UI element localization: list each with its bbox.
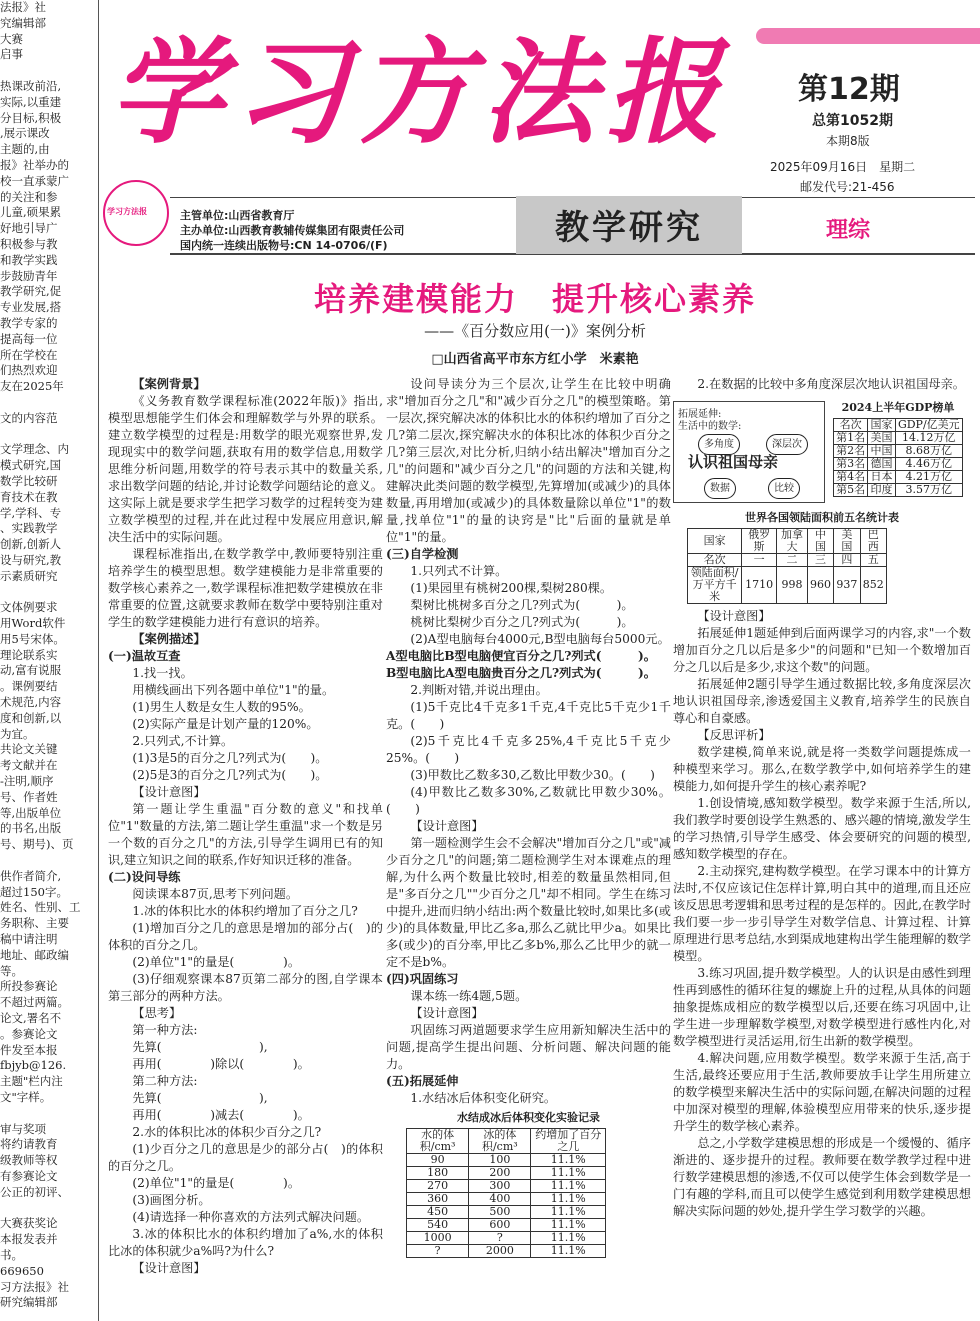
strip-line: 术规范,内容	[0, 695, 62, 710]
table-cell: 540	[407, 1219, 469, 1232]
paragraph: 【设计意图】	[132, 785, 206, 799]
paragraph: 2.只列式,不计算。	[132, 734, 234, 748]
paragraph: 1.只列式不计算。	[410, 564, 508, 578]
strip-line: 件发至本报	[0, 1042, 58, 1057]
strip-line	[0, 584, 98, 600]
strip-line: 将约请教育	[0, 1137, 58, 1152]
table-cell: 360	[407, 1193, 469, 1206]
table-cell: ?	[407, 1245, 469, 1258]
table-cell: 11.1%	[531, 1219, 606, 1232]
table-cell: 德国	[868, 458, 895, 471]
strip-line: 号、期号)、页	[0, 837, 74, 852]
strip-line: 论文,署名不	[0, 1011, 62, 1025]
article-headline: 培养建模能力 提升核心素养	[313, 280, 756, 318]
diagram-bubble: 多角度	[698, 434, 740, 455]
issue-number: 第12期	[798, 72, 900, 107]
table-cell: 600	[469, 1219, 531, 1232]
paragraph: 《义务教育数学课程标准(2022年版)》指出,模型思想能学生们体会和理解数学与外界的联系。建立数学模型的过程是:用数学的眼光观察世界,发现现实中的数学问题,获取有用的数学信息,用数学思维分析问题,用数学的符号表示其中的数量关系,求出数学问题的结论,并讨论数学问题结论的意义。这实际上就是要求学生把学习数学的过程转变为建立数学模型的过程,并在此过程中发展应用意识,解决生活中的实际问题。	[108, 394, 383, 544]
table-row	[407, 1245, 606, 1258]
table-cell: 11.1%	[531, 1154, 606, 1167]
table-row	[688, 554, 887, 567]
table-row	[834, 471, 963, 484]
strip-line: 用Word软件	[0, 616, 66, 631]
table-cell: 90	[407, 1154, 469, 1167]
table-cell: 200	[469, 1167, 531, 1180]
table-cell: 4.46万亿	[895, 458, 962, 471]
table-cell: 俄罗斯	[742, 529, 777, 554]
strip-line: 步鼓励青年	[0, 268, 58, 283]
strip-line: 主题"栏内注	[0, 1074, 63, 1089]
strip-line	[0, 427, 98, 443]
article-column-3	[673, 376, 971, 1220]
table-cell: 852	[860, 567, 886, 604]
page-count: 本期8版	[826, 134, 870, 148]
area-table-caption: 世界各国领陆面积前五名统计表	[745, 511, 899, 524]
paragraph: 1.冰的体积比水的体积约增加了百分之几?	[132, 904, 358, 918]
table-cell: 国家	[688, 529, 742, 554]
paragraph: (1)3是5的百分之几?列式为( )。	[132, 751, 328, 765]
strip-line: 创新,创新人	[0, 537, 62, 552]
table-cell: 1000	[407, 1232, 469, 1245]
strip-line: 669650	[0, 1263, 44, 1278]
strip-line: 所投参赛论	[0, 979, 58, 994]
strip-line	[0, 63, 98, 79]
paragraph: (四)巩固练习	[386, 972, 459, 986]
table-row	[407, 1219, 606, 1232]
diagram-center: 认识祖国母亲	[688, 453, 779, 471]
strip-line: 文的内容范	[0, 410, 58, 425]
paragraph: (2)A型电脑每台4000元,B型电脑每台5000元。	[410, 632, 670, 646]
strip-line: 公正的初评、	[0, 1184, 69, 1199]
table-cell: 中国	[868, 445, 895, 458]
table-cell: 450	[407, 1206, 469, 1219]
paragraph: 数学建模,简单来说,就是将一类数学问题提炼成一种模型来学习。那么,在数学教学中,如何培养学生的建模能力,如何提升学生的核心素养呢?	[673, 745, 971, 793]
article-column-1	[108, 376, 383, 1277]
paragraph: 桃树比梨树少百分之几?列式为( )。	[410, 615, 634, 629]
motherland-diagram	[673, 401, 825, 503]
paragraph: 课本练一练4题,5题。	[410, 989, 528, 1003]
paragraph: (2)单位"1"的量是( )。	[132, 955, 301, 969]
table-header: GDP/亿美元	[895, 419, 962, 432]
strip-line: 地址、邮政编	[0, 947, 69, 962]
paragraph: 第一题检测学生会不会解决"增加百分之几"或"减少百分之几"的问题;第二题检测学生对本课难点的理解,为什么两个数量比较时,相差的数量虽然相同,但是"多百分之几""少百分之几"却不相同。学生在练习中提升,进而归纳小结出:两个数量比较时,如果比多(或少)的具体数量,甲比乙多a,那么乙就比甲少a。如果比多(或少)的百分率,甲比乙多b%,那么乙比甲少的就一定不是b%。	[386, 836, 671, 969]
table-row	[407, 1232, 606, 1245]
strip-line: 务职称、主要	[0, 916, 69, 931]
paragraph: 第一种方法:	[132, 1023, 198, 1037]
table-cell: 美国	[868, 432, 895, 445]
paragraph: 课程标准指出,在数学教学中,教师要特别注重培养学生的模型思想。数学建模能力是非常重要的数学核心素养之一,数学课程标准把数学建模放在非常重要的位置,这就要求教师在数学中要特别注重对学生的数学建模能力进行有意识的培养。	[108, 547, 383, 629]
table-cell: 11.1%	[531, 1193, 606, 1206]
table-cell: 第1名	[834, 432, 868, 445]
strip-line: 好地引导广	[0, 221, 58, 236]
diagram-label: 拓展延伸:	[678, 409, 722, 420]
strip-line: fbjyb@126.	[0, 1058, 67, 1073]
table-cell: 300	[469, 1180, 531, 1193]
paragraph: 再用( )除以( )。	[132, 1057, 310, 1071]
strip-line: 文"字样。	[0, 1089, 52, 1104]
strip-line: 等。	[0, 963, 23, 978]
strip-line: 的书名,出版	[0, 821, 62, 836]
paragraph: (二)设问导练	[108, 870, 181, 884]
paragraph: 【思考】	[132, 1006, 182, 1020]
paragraph: (五)拓展延伸	[386, 1074, 459, 1088]
paragraph: (1)果园里有桃树200棵,梨树280棵。	[410, 581, 613, 595]
strip-line: 习方法报》社	[0, 1279, 69, 1294]
total-issue: 总第1052期	[812, 113, 893, 129]
table-cell: 8.68万亿	[895, 445, 962, 458]
strip-line: 的关注和参	[0, 189, 58, 204]
strip-line: 动,富有说服	[0, 663, 62, 678]
strip-line: 号、作者姓	[0, 789, 58, 804]
strip-line: 和教学实践	[0, 252, 58, 267]
table-cell: 第4名	[834, 471, 868, 484]
paragraph: 【设计意图】	[697, 609, 771, 623]
strip-line: 模式研究,国	[0, 458, 62, 473]
paragraph: (4)请选择一种你喜欢的方法列式解决问题。	[132, 1210, 370, 1224]
table-header: 水的体积/cm³	[407, 1129, 469, 1154]
strip-line: 大赛	[0, 31, 23, 46]
strip-line: 为宜。	[0, 726, 35, 741]
paragraph: (2)单位"1"的量是( )。	[132, 1176, 301, 1190]
paragraph: 第一题让学生重温"百分数的意义"和找单位"1"数量的方法,第二题让学生重温"求一个数是另一个数的百分之几"的方法,引导学生调用已有的知识,建立知识之间的联系,作好知识迁移的准备。	[108, 802, 383, 867]
newspaper-title: 学习方法报	[110, 26, 731, 159]
table-header: 约增加了百分之几	[531, 1129, 606, 1154]
paragraph: 1.找一找。	[132, 666, 193, 680]
gdp-table-caption: 2024上半年GDP榜单	[841, 401, 955, 414]
paragraph: (3)仔细观察课本87页第二部分的图,自学课本第三部分的两种方法。	[108, 972, 383, 1003]
strip-line: 、实践教学	[0, 521, 58, 536]
table-header: 名次	[834, 419, 868, 432]
column-3-text	[673, 608, 971, 1220]
table-cell: 11.1%	[531, 1232, 606, 1245]
strip-line: 有参赛论文	[0, 1168, 58, 1183]
table-row	[407, 1180, 606, 1193]
paragraph: (1)5千克比4千克多1千克,4千克比5千克少1千克。( )	[386, 700, 671, 731]
paragraph: (1)增加百分之几的意思是增加的部分占( )的体积的百分之几。	[108, 921, 383, 952]
table-row	[407, 1154, 606, 1167]
strip-line: -注明,顺序	[0, 774, 54, 789]
paragraph: A型电脑比B型电脑便宜百分之几?列式( )。	[386, 649, 656, 663]
strip-line: 教学研究,促	[0, 284, 62, 299]
strip-line: 超过150字。	[0, 884, 68, 899]
table-cell: 3.57万亿	[895, 484, 962, 497]
ice-volume-table	[406, 1128, 606, 1258]
table-cell: 11.1%	[531, 1180, 606, 1193]
strip-line: 报》社举办的	[0, 157, 69, 172]
strip-line: 稿中请注明	[0, 932, 58, 947]
diagram-bubble: 比较	[768, 478, 800, 499]
cn-number: 国内统一连续出版物号:CN 14-0706/(F)	[180, 239, 388, 252]
table-cell: 五	[860, 554, 886, 567]
left-strip-adjacent-article	[0, 0, 99, 1321]
subject-label: 理综	[826, 218, 871, 243]
table-cell: 第5名	[834, 484, 868, 497]
table-row	[834, 458, 963, 471]
postal-code: 邮发代号:21-456	[800, 180, 895, 194]
paragraph: 【反思评析】	[697, 728, 771, 742]
strip-line: ,展示课改	[0, 126, 50, 141]
strip-line: 数学比较研	[0, 473, 58, 488]
paragraph: 第二种方法:	[132, 1074, 198, 1088]
paragraph: (三)自学检测	[386, 547, 459, 561]
strip-line: 。参赛论文	[0, 1026, 58, 1041]
strip-line	[0, 395, 98, 411]
table-row	[688, 529, 887, 554]
strip-line: 法报》社	[0, 0, 46, 14]
strip-line: 供作者简介,	[0, 868, 62, 883]
table-row	[407, 1206, 606, 1219]
paragraph: 阅读课本87页,思考下列问题。	[132, 887, 299, 901]
table-cell: 中国	[807, 529, 833, 554]
paragraph: 总之,小学数学建模思想的形成是一个缓慢的、循序渐进的、逐步提升的过程。教师要在数学教学过程中进行数学建模思想的渗透,不仅可以使学生体会到数学是一门有趣的学科,而且可以使学生感觉到利用数学建模思想解决实际问题的妙处,提升学生学习数学的兴趣。	[673, 1136, 971, 1218]
strip-line: 主题的,由	[0, 142, 50, 157]
strip-line: 设与研究,教	[0, 552, 62, 567]
table-cell: 937	[834, 567, 860, 604]
paragraph: (2)5是3的百分之几?列式为( )。	[132, 768, 328, 782]
table-cell: 巴西	[860, 529, 886, 554]
strip-line: 友在2025年	[0, 379, 64, 394]
table-cell: 14.12万亿	[895, 432, 962, 445]
logo-text: 学习方法报	[107, 207, 147, 216]
table-cell: 4.21万亿	[895, 471, 962, 484]
table-cell: 日本	[868, 471, 895, 484]
paragraph: 再用( )减去( )。	[132, 1108, 310, 1122]
table-cell: 第3名	[834, 458, 868, 471]
table-row	[834, 484, 963, 497]
table-cell: 一	[742, 554, 777, 567]
strip-line: 书。	[0, 1247, 23, 1262]
table-cell: 11.1%	[531, 1206, 606, 1219]
strip-line: 本报发表并	[0, 1232, 58, 1247]
strip-line: 教学专家的	[0, 315, 58, 330]
paragraph: 2.主动探究,建构数学模型。在学习课本中的计算方法时,不仅应该记住怎样计算,明白其中的道理,而且还应该反思思考逻辑和思考过程的是怎样的。因此,在教学时我们要一步一步引导学生对数学信息、计算过程、计算原理进行思考总结,水到渠成地建构出学生能理解的数学模型。	[673, 864, 971, 963]
table-cell: 500	[469, 1206, 531, 1219]
table-cell: 960	[807, 567, 833, 604]
strip-line: 。课例要结	[0, 679, 58, 694]
paragraph: 拓展延伸1题延伸到后面两课学习的内容,求"一个数增加百分之几以后是多少"的问题和"已知一个数增加百分之几以后是多少,求这个数"的问题。	[673, 626, 971, 674]
column-2-text	[386, 376, 671, 1107]
strip-line: 们热烈欢迎	[0, 363, 58, 378]
paragraph: 2.判断对错,并说出理由。	[410, 683, 548, 697]
paragraph: 2.水的体积比冰的体积少百分之几?	[132, 1125, 322, 1139]
strip-line: 育技术在教	[0, 489, 58, 504]
strip-line: 审与奖项	[0, 1121, 46, 1136]
table-row	[834, 432, 963, 445]
section-heading: 【案例背景】	[132, 377, 206, 391]
article-column-2	[386, 376, 671, 1258]
table-cell: 领陆面积/万平方千米	[688, 567, 742, 604]
paragraph: (一)温故互查	[108, 649, 181, 663]
strip-line: 实际,以重建	[0, 94, 62, 109]
strip-line: 热课改前沿,	[0, 78, 62, 93]
paragraph: (1)男生人数是女生人数的95%。	[132, 700, 311, 714]
strip-line: 专业发展,搭	[0, 300, 62, 315]
table-cell: 第2名	[834, 445, 868, 458]
land-area-table	[687, 528, 887, 604]
paragraph: 【设计意图】	[132, 1261, 206, 1275]
paragraph: 4.解决问题,应用数学模型。数学来源于生活,高于生活,最终还要应用于生活,教师要放手让学生用所建立的数学模型来解决生活中的实际问题,在解决问题的过程中加深对模型的理解,体验模型应用带来的快乐,逐步提升学生的数学核心素养。	[673, 1051, 971, 1133]
section-heading: 【案例描述】	[132, 632, 206, 646]
paragraph: 先算( ),	[132, 1091, 268, 1105]
paragraph: (3)甲数比乙数多30,乙数比甲数少30。( )	[410, 768, 655, 782]
table-cell: 名次	[688, 554, 742, 567]
table-row	[834, 445, 963, 458]
paragraph: 拓展延伸2题引导学生通过数据比较,多角度深层次地认识祖国母亲,渗透爱国主义教育,培养学生的民族自尊心和自豪感。	[673, 677, 971, 725]
paragraph: 1.水结冰后体积变化研究。	[410, 1091, 557, 1105]
supervisor: 主管单位:山西省教育厅	[180, 209, 295, 222]
table-cell: 二	[777, 554, 808, 567]
paragraph: 先算( ),	[132, 1040, 268, 1054]
table-cell: ?	[469, 1232, 531, 1245]
strip-line: 理论联系实	[0, 647, 58, 662]
section-title: 教学研究	[555, 208, 703, 248]
table-row	[688, 567, 887, 604]
table-header: 国家	[868, 419, 895, 432]
table-cell: 2000	[469, 1245, 531, 1258]
article-subtitle: ——《百分数应用(一)》案例分析	[424, 322, 646, 340]
strip-line: 等,出版单位	[0, 805, 62, 820]
table-cell: 1710	[742, 567, 777, 604]
paragraph: 梨树比桃树多百分之几?列式为( )。	[410, 598, 634, 612]
paragraph: 【设计意图】	[410, 819, 484, 833]
strip-line: 校一直承蒙广	[0, 173, 69, 188]
paragraph: 用横线画出下列各题中单位"1"的量。	[132, 683, 335, 697]
strip-line: 文体例要求	[0, 600, 58, 615]
table-row	[407, 1193, 606, 1206]
publisher: 主办单位:山西教育教辅传媒集团有限责任公司	[180, 224, 405, 237]
strip-line: 究编辑部	[0, 15, 46, 30]
strip-line	[0, 1201, 98, 1217]
strip-line: 分目标,积极	[0, 110, 62, 125]
table-cell: 998	[777, 567, 808, 604]
paragraph: 巩固练习两道题要求学生应用新知解决生活中的问题,提高学生提出问题、分析问题、解决问题的能力。	[386, 1023, 671, 1071]
strip-line: 共论文关键	[0, 742, 58, 757]
paragraph: 3.冰的体积比水的体积约增加了a%,水的体积比冰的体积就少a%吗?为什么?	[108, 1227, 383, 1258]
table-cell: 11.1%	[531, 1167, 606, 1180]
gdp-table	[833, 418, 963, 497]
table-header: 冰的体积/cm³	[469, 1129, 531, 1154]
paragraph: 1.创设情境,感知数学模型。数学来源于生活,所以,我们教学时要创设学生熟悉的、感兴趣的情境,激发学生的学习热情,引导学生感受、体会要研究的问题的模型,感知数学模型的存在。	[673, 796, 971, 861]
paragraph: 3.练习巩固,提升数学模型。人的认识是由感性到理性再到感性的循环往复的螺旋上升的过程,从具体的问题抽象提炼成相应的数学模型以后,还要在练习巩固中,让学生进一步理解数学模型,对数学模型进行感性内化,对数学模型进行灵活运用,衍生出新的数学模型。	[673, 966, 971, 1048]
strip-line: 用5号宋体。	[0, 631, 65, 646]
table-cell: 400	[469, 1193, 531, 1206]
table-cell: 270	[407, 1180, 469, 1193]
strip-line: 提高每一位	[0, 331, 58, 346]
extension-item-2: 2.在数据的比较中多角度深层次地认识祖国母亲。	[697, 377, 965, 391]
paragraph: 设问导读分为三个层次,让学生在比较中明确求"增加百分之几"和"减少百分之几"的模型策略。第一层次,探究解决冰的体积比水的体积约增加了百分之几?第二层次,探究解决水的体积比冰的体积少百分之几?第三层次,对比分析,归纳小结出解决"增加百分之几"的问题和"减少百分之几"的问题的方法和关键,构建解决此类问题的数学模型,先算增加(或减少)的具体数量,再用增加(或减少)的具体数量除以单位"1"的数量,找单位"1"的量的诀窍是"比"后面的量就是单位"1"的量。	[386, 377, 671, 544]
table-cell: 美国	[834, 529, 860, 554]
paragraph: (3)画图分析。	[132, 1193, 211, 1207]
strip-line: 示素质研究	[0, 568, 58, 583]
table-cell: 印度	[868, 484, 895, 497]
strip-line: 文学理念、内	[0, 442, 69, 457]
paragraph: 【设计意图】	[410, 1006, 484, 1020]
diagram-label: 生活中的数学:	[678, 421, 742, 432]
strip-line: 启事	[0, 47, 23, 62]
strip-line: 不超过两篇。	[0, 995, 69, 1010]
table-cell: 11.1%	[531, 1245, 606, 1258]
strip-line: 考文献并在	[0, 758, 58, 773]
strip-line: 儿童,硕果累	[0, 205, 62, 220]
paragraph: (2)5千克比4千克多25%,4千克比5千克少25%。( )	[386, 734, 671, 765]
table-cell: 三	[807, 554, 833, 567]
strip-line: 积极参与教	[0, 236, 58, 251]
paragraph: (4)甲数比乙数多30%,乙数就比甲数少30%。( )	[386, 785, 671, 816]
strip-line: 所在学校在	[0, 347, 58, 362]
paragraph: B型电脑比A型电脑贵百分之几?列式为( )。	[386, 666, 656, 680]
table-row	[407, 1167, 606, 1180]
diagram-bubble: 深层次	[766, 434, 808, 455]
table-cell: 加拿大	[777, 529, 808, 554]
strip-line: 姓名、性别、工	[0, 900, 81, 915]
strip-line	[0, 1106, 98, 1122]
strip-line: 级教师等权	[0, 1153, 58, 1168]
strip-line: 度和创新,以	[0, 710, 62, 725]
strip-line	[0, 853, 98, 869]
article-author: □山西省高平市东方红小学 米素艳	[431, 352, 639, 367]
publish-date: 2025年09月16日 星期二	[770, 160, 916, 174]
table-cell: 四	[834, 554, 860, 567]
strip-line: 学,学科、专	[0, 505, 62, 520]
strip-line: 研究编辑部	[0, 1295, 58, 1310]
paragraph: (1)少百分之几的意思是少的部分占( )的体积的百分之几。	[108, 1142, 383, 1173]
strip-line: 大赛获奖论	[0, 1216, 58, 1231]
pink-accent-bar	[756, 28, 980, 44]
diagram-bubble: 数据	[704, 478, 736, 499]
paragraph: (2)实际产量是计划产量的120%。	[132, 717, 319, 731]
table-cell: 180	[407, 1167, 469, 1180]
ice-table-caption: 水结成冰后体积变化实验记录	[457, 1111, 600, 1124]
table-cell: 100	[469, 1154, 531, 1167]
